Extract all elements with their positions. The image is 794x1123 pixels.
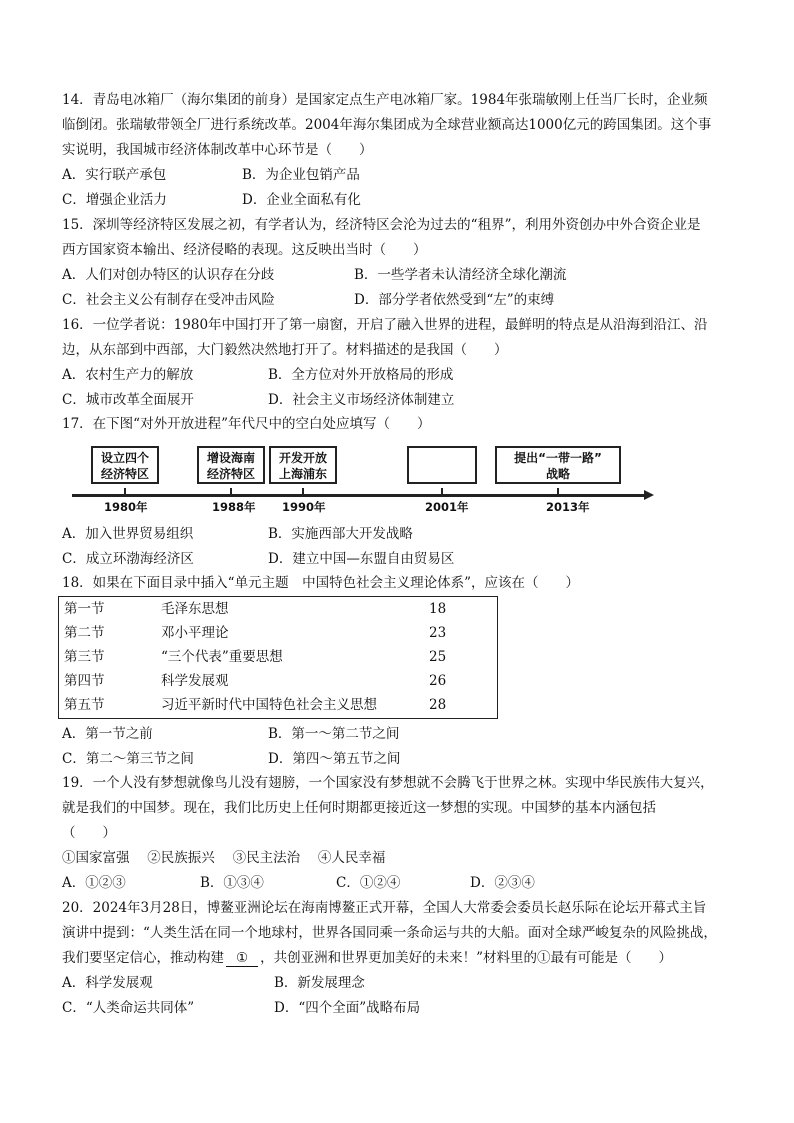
timeline-box-1990: 开发开放 上海浦东 xyxy=(269,446,337,484)
q15-option-a: A．人们对创办特区的认识存在分歧 xyxy=(62,267,275,283)
q15-option-b: B．一些学者未认清经济全球化潮流 xyxy=(354,267,567,283)
q14-option-a: A．实行联产承包 xyxy=(62,167,167,183)
timeline-axis xyxy=(72,494,646,497)
q20-stem-line3 xyxy=(62,948,672,968)
q17-stem-line1: 17．在下图“对外开放进程”年代尺中的空白处应填写（ ） xyxy=(62,416,431,432)
q17-option-d: D．建立中国—东盟自由贸易区 xyxy=(268,551,455,567)
toc-page: 18 xyxy=(429,601,447,617)
q16-option-a: A．农村生产力的解放 xyxy=(62,367,194,383)
q16-stem-line1: 16．一位学者说：1980年中国打开了第一扇窗，开启了融入世界的进程，最鲜明的特点是从沿海到沿江、沿 xyxy=(62,317,708,333)
q19-option-b: B．①③④ xyxy=(200,875,264,891)
q16-stem-line2: 边，从东部到中西部，大门毅然决然地打开了。材料描述的是我国（ ） xyxy=(62,342,508,358)
timeline-box-1988: 增设海南 经济特区 xyxy=(197,446,265,484)
timeline-year: 2001年 xyxy=(425,500,469,514)
toc-row xyxy=(59,597,497,621)
toc-title: 邓小平理论 xyxy=(161,625,229,641)
toc-row xyxy=(59,693,497,717)
q17-option-b: B．实施西部大开发战略 xyxy=(268,526,413,542)
q17-option-a: A．加入世界贸易组织 xyxy=(62,526,194,542)
timeline-tick xyxy=(557,488,559,496)
toc-row xyxy=(59,645,497,669)
q18-option-b: B．第一～第二节之间 xyxy=(268,726,400,742)
q20-stem-line3-end: ，共创亚洲和世界更加美好的未来！”材料里的①最有可能是（ ） xyxy=(260,950,673,966)
q20-option-c: C．“人类命运共同体” xyxy=(62,1000,195,1016)
q20-option-a: A．科学发展观 xyxy=(62,975,153,991)
q15-stem-line1: 15．深圳等经济特区发展之初，有学者认为，经济特区会沦为过去的“租界”，利用外资创办中外合资企业是 xyxy=(62,217,701,233)
q20-stem-line2: 演讲中提到：“人类生活在同一个地球村，世界各国同乘一条命运与共的大船。面对全球严峻复杂的风险挑战， xyxy=(62,925,717,941)
q19-items: ①国家富强 ②民族振兴 ③民主法治 ④人民幸福 xyxy=(62,850,386,866)
q18-option-a: A．第一节之前 xyxy=(62,726,153,742)
q14-stem-line2: 临倒闭。张瑞敏带领全厂进行系统改革。2004年海尔集团成为全球营业额高达1000亿元的跨国集团。这个事 xyxy=(62,117,712,133)
q19-option-a: A．①②③ xyxy=(62,875,126,891)
q17-option-c: C．成立环渤海经济区 xyxy=(62,551,194,567)
q19-stem-line3: （ ） xyxy=(62,825,116,841)
toc-page: 28 xyxy=(429,697,447,713)
q14-stem-line1: 14．青岛电冰箱厂（海尔集团的前身）是国家定点生产电冰箱厂家。1984年张瑞敏刚上任当厂长时，企业频 xyxy=(62,92,708,108)
toc-row xyxy=(59,669,497,693)
q16-option-b: B．全方位对外开放格局的形成 xyxy=(268,367,454,383)
q20-option-d: D．“四个全面”战略布局 xyxy=(274,1000,421,1016)
timeline-year: 1990年 xyxy=(282,500,326,514)
toc-row xyxy=(59,621,497,645)
q18-stem-line1: 18．如果在下面目录中插入“单元主题 中国特色社会主义理论体系”，应该在（ ） xyxy=(62,575,579,591)
q14-option-c: C．增强企业活力 xyxy=(62,192,167,208)
toc-page: 26 xyxy=(429,673,447,689)
q20-stem-line1: 20．2024年3月28日，博鳌亚洲论坛在海南博鳌正式开幕，全国人大常委会委员长赵乐际在论坛开幕式主旨 xyxy=(62,900,707,916)
q19-stem-line2: 就是我们的中国梦。现在，我们比历史上任何时期都更接近这一梦想的实现。中国梦的基本内涵包括 xyxy=(62,800,656,816)
timeline-tick xyxy=(230,488,232,496)
toc-page: 23 xyxy=(429,625,447,641)
q19-option-c: C．①②④ xyxy=(336,875,401,891)
timeline-year: 1980年 xyxy=(104,500,148,514)
timeline-box-2013: 提出“一带一路” 战略 xyxy=(495,446,621,484)
toc-page: 25 xyxy=(429,649,447,665)
q20-stem-line3-start: 我们要坚定信心，推动构建 xyxy=(62,950,224,966)
timeline-tick xyxy=(441,488,443,496)
toc-section: 第二节 xyxy=(64,625,105,641)
toc-section: 第一节 xyxy=(64,601,105,617)
q15-stem-line2: 西方国家资本输出、经济侵略的表现。这反映出当时（ ） xyxy=(62,242,427,258)
timeline-year: 2013年 xyxy=(546,500,590,514)
q16-option-c: C．城市改革全面展开 xyxy=(62,392,194,408)
timeline-year: 1988年 xyxy=(212,500,256,514)
table-of-contents xyxy=(58,596,498,719)
toc-section: 第三节 xyxy=(64,649,105,665)
q20-option-b: B．新发展理念 xyxy=(274,975,365,991)
timeline-arrow-icon xyxy=(644,490,654,500)
q19-stem-line1: 19．一个人没有梦想就像鸟儿没有翅膀，一个国家没有梦想就不会腾飞于世界之林。实现中华民族伟大复兴， xyxy=(62,775,714,791)
toc-title: “三个代表”重要思想 xyxy=(161,649,283,665)
toc-title: 毛泽东思想 xyxy=(161,601,229,617)
toc-title: 习近平新时代中国特色社会主义思想 xyxy=(161,697,377,713)
timeline-tick xyxy=(302,488,304,496)
q18-option-d: D．第四～第五节之间 xyxy=(268,751,401,767)
toc-title: 科学发展观 xyxy=(161,673,229,689)
open-up-timeline xyxy=(62,442,662,514)
q19-option-d: D．②③④ xyxy=(470,875,535,891)
q16-option-d: D．社会主义市场经济体制建立 xyxy=(268,392,455,408)
q15-option-d: D．部分学者依然受到“左”的束缚 xyxy=(354,292,555,308)
timeline-box-1980: 设立四个 经济特区 xyxy=(91,446,159,484)
q15-option-c: C．社会主义公有制存在受冲击风险 xyxy=(62,292,275,308)
timeline-blank-box-2001 xyxy=(407,446,477,484)
q14-option-d: D．企业全面私有化 xyxy=(242,192,361,208)
toc-section: 第四节 xyxy=(64,673,105,689)
q14-stem-line3: 实说明，我国城市经济体制改革中心环节是（ ） xyxy=(62,142,373,158)
q18-option-c: C．第二～第三节之间 xyxy=(62,751,194,767)
toc-section: 第五节 xyxy=(64,697,105,713)
timeline-tick xyxy=(124,488,126,496)
q14-option-b: B．为企业包销产品 xyxy=(242,167,360,183)
q20-blank: ① xyxy=(226,950,258,967)
